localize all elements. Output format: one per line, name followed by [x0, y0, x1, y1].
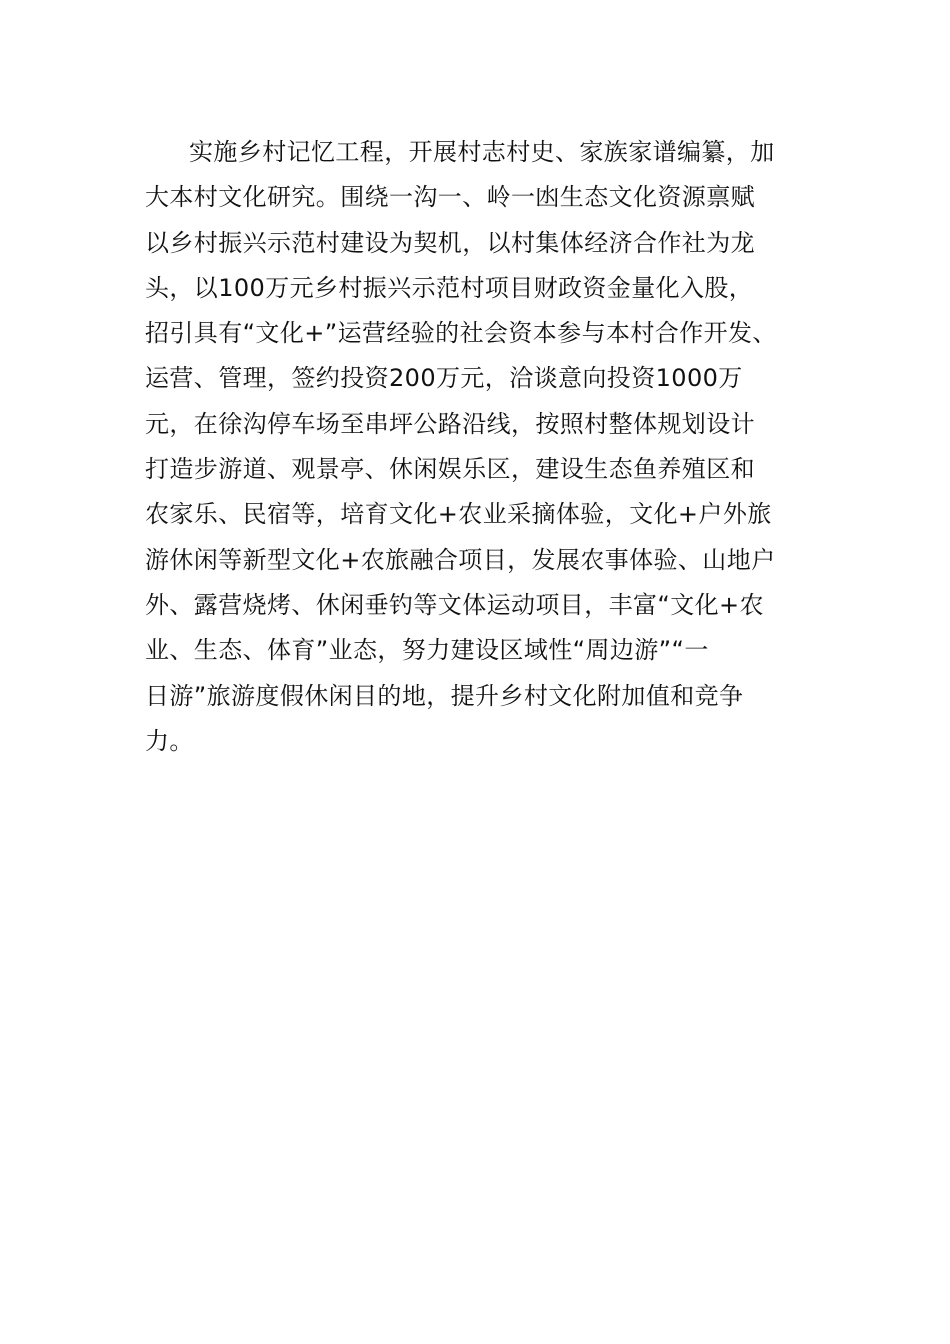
paragraph-line: 以乡村振兴示范村建设为契机，以村集体经济合作社为龙: [145, 228, 755, 257]
paragraph-line: 打造步游道、观景亭、休闲娱乐区，建设生态鱼养殖区和: [145, 455, 755, 484]
paragraph-line: 力。: [145, 726, 194, 755]
paragraph-line: 招引具有“文化+”运营经验的社会资本参与本村合作开发、: [145, 319, 777, 348]
paragraph-line: 日游”旅游度假休闲目的地，提升乡村文化附加值和竞争: [145, 681, 744, 710]
paragraph-line: 大本村文化研究。围绕一沟一、岭一凼生态文化资源禀赋: [145, 183, 755, 212]
paragraph-line: 元，在徐沟停车场至串坪公路沿线，按照村整体规划设计: [145, 409, 755, 438]
paragraph-line: 运营、管理，签约投资200万元，洽谈意向投资1000万: [145, 364, 743, 393]
paragraph-line: 业、生态、体育”业态，努力建设区域性“周边游”“一: [145, 636, 709, 665]
paragraph-line: 头，以100万元乡村振兴示范村项目财政资金量化入股，: [145, 273, 754, 302]
body-paragraph: [145, 130, 825, 764]
paragraph-line: 外、露营烧烤、休闲垂钓等文体运动项目，丰富“文化+农: [145, 590, 764, 619]
paragraph-line: 实施乡村记忆工程，开展村志村史、家族家谱编纂，加: [189, 138, 775, 166]
paragraph-line: 农家乐、民宿等，培育文化+农业采摘体验，文化+户外旅: [145, 500, 772, 529]
paragraph-line: 游休闲等新型文化+农旅融合项目，发展农事体验、山地户: [145, 545, 776, 574]
